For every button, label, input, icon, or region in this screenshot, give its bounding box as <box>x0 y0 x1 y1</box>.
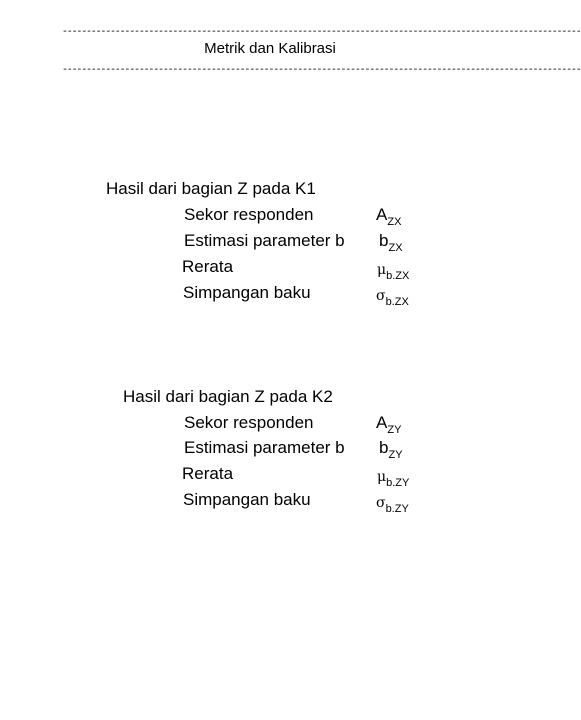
symbol-b-zy: $b_{ZY}$ <box>379 438 403 461</box>
section-title-k2: Hasil dari bagian Z pada K2 <box>123 387 333 406</box>
symbol-a-zy: $A_{ZY}$ <box>376 413 402 436</box>
symbol-sigma-b-zy: $\sigma_{b.ZY}$ <box>376 495 409 515</box>
header-bottom-rule: ------------------------------------------------------------------------------------------------------------ <box>62 65 581 76</box>
row-label: Rerata <box>182 464 234 483</box>
symbol-a-zx: $A_{ZX}$ <box>376 205 402 228</box>
page-header-title: Metrik dan Kalibrasi <box>204 40 336 57</box>
symbol-sigma-b-zx: $\sigma_{b.ZX}$ <box>376 288 409 308</box>
header-top-rule: ------------------------------------------------------------------------------------------------------------ <box>62 27 581 38</box>
row-label: Simpangan baku <box>183 490 311 509</box>
symbol-b-zx: $b_{ZX}$ <box>379 231 403 254</box>
row-label: Estimasi parameter b <box>184 438 345 457</box>
symbol-mu-b-zx: $\mu_{b.ZX}$ <box>377 262 410 282</box>
symbol-mu-b-zy: $\mu_{b.ZY}$ <box>377 469 410 489</box>
row-label: Simpangan baku <box>183 283 311 302</box>
row-label: Estimasi parameter b <box>184 231 345 250</box>
section-title-k1: Hasil dari bagian Z pada K1 <box>106 179 316 198</box>
row-label: Rerata <box>182 257 234 276</box>
row-label: Sekor responden <box>184 413 314 432</box>
row-label: Sekor responden <box>184 205 314 224</box>
